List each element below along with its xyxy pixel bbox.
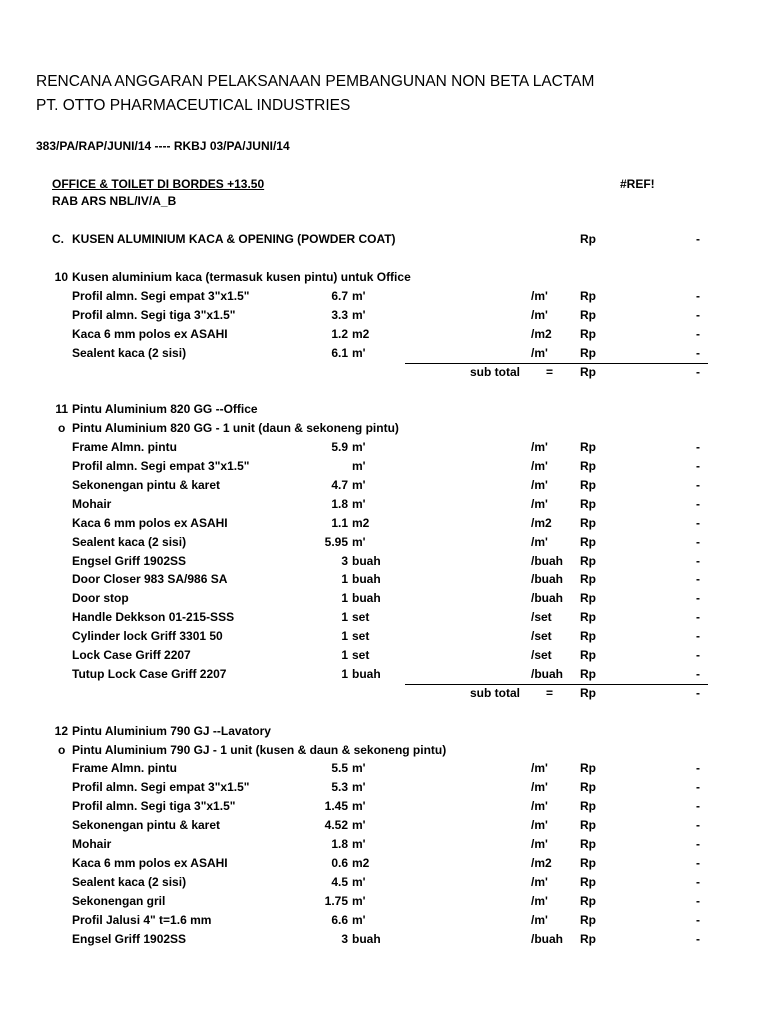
item-amount: - <box>696 855 700 870</box>
item-description: Kaca 6 mm polos ex ASAHI <box>72 515 228 530</box>
subtotal-label: sub total <box>470 685 520 700</box>
item-currency: Rp <box>580 874 596 889</box>
subtotal-currency: Rp <box>580 685 596 700</box>
item-per-unit: /m' <box>531 459 548 473</box>
item-per-unit: /buah <box>531 572 563 587</box>
item-amount: - <box>696 761 700 776</box>
item-per-unit: /m' <box>531 496 548 511</box>
item-amount: - <box>696 326 700 341</box>
item-description: Sekonengan gril <box>72 893 166 908</box>
item-amount: - <box>696 515 700 530</box>
group-header-row <box>0 402 768 421</box>
item-description: Kaca 6 mm polos ex ASAHI <box>72 855 228 870</box>
item-per-unit: /m' <box>531 345 548 360</box>
document-title: RENCANA ANGGARAN PELAKSANAAN PEMBANGUNAN NON BETA LACTAM <box>36 73 595 90</box>
subtotal-row <box>0 365 768 384</box>
table-row <box>0 894 768 913</box>
item-amount: - <box>696 477 700 492</box>
item-quantity: 4.7 <box>331 477 348 492</box>
item-currency: Rp <box>580 326 596 341</box>
item-quantity: 5.3 <box>331 780 348 795</box>
group-title: Pintu Aluminium 790 GJ --Lavatory <box>72 723 271 738</box>
item-amount: - <box>696 874 700 889</box>
item-description: Profil almn. Segi empat 3"x1.5" <box>72 780 250 795</box>
group-header-row <box>0 270 768 289</box>
item-currency: Rp <box>580 440 596 455</box>
table-row <box>0 913 768 932</box>
item-currency: Rp <box>580 912 596 927</box>
subtotal-amount: - <box>696 364 700 379</box>
table-row <box>0 780 768 799</box>
item-unit: m2 <box>352 855 370 870</box>
item-quantity: 1.8 <box>331 837 348 851</box>
table-row <box>0 289 768 308</box>
item-description: Tutup Lock Case Griff 2207 <box>72 666 227 681</box>
item-per-unit: /m' <box>531 874 548 889</box>
item-currency: Rp <box>580 459 596 473</box>
item-per-unit: /buah <box>531 553 563 568</box>
item-amount: - <box>696 629 700 644</box>
item-description: Profil almn. Segi tiga 3"x1.5" <box>72 799 236 814</box>
item-description: Frame Almn. pintu <box>72 440 177 455</box>
group-number: 10 <box>54 270 68 284</box>
bullet-marker: o <box>58 421 66 436</box>
item-quantity: 5.5 <box>331 761 348 776</box>
item-quantity: 3.3 <box>331 307 348 322</box>
table-row <box>0 875 768 894</box>
subtotal-currency: Rp <box>580 364 596 379</box>
item-description: Sealent kaca (2 sisi) <box>72 345 187 360</box>
table-row <box>0 497 768 516</box>
table-row <box>0 308 768 327</box>
item-description: Kaca 6 mm polos ex ASAHI <box>72 326 228 341</box>
section-rp: Rp <box>580 232 596 246</box>
table-row <box>0 629 768 648</box>
item-per-unit: /m2 <box>531 326 552 341</box>
item-quantity: 5.95 <box>324 534 348 549</box>
office-heading: OFFICE & TOILET DI BORDES +13.50 <box>52 177 265 191</box>
item-currency: Rp <box>580 761 596 776</box>
item-description: Cylinder lock Griff 3301 50 <box>72 629 223 644</box>
item-currency: Rp <box>580 515 596 530</box>
section-amount: - <box>696 232 700 246</box>
item-currency: Rp <box>580 610 596 625</box>
table-row <box>0 572 768 591</box>
item-unit: m' <box>352 459 366 473</box>
item-quantity: 4.5 <box>331 874 348 889</box>
item-amount: - <box>696 534 700 549</box>
item-quantity: 1.8 <box>331 496 348 511</box>
item-amount: - <box>696 799 700 814</box>
group-title: Kusen aluminium kaca (termasuk kusen pintu) untuk Office <box>72 270 411 284</box>
subtotal-equals: = <box>546 364 554 379</box>
table-row <box>0 648 768 667</box>
subtotal-label: sub total <box>470 364 520 379</box>
item-per-unit: /set <box>531 629 552 644</box>
item-per-unit: /m' <box>531 912 548 927</box>
item-per-unit: /m' <box>531 893 548 908</box>
ref-error-cell: #REF! <box>620 177 655 191</box>
item-per-unit: /m2 <box>531 855 552 870</box>
item-per-unit: /buah <box>531 931 563 946</box>
item-unit: m' <box>352 345 366 360</box>
table-row <box>0 535 768 554</box>
item-amount: - <box>696 648 700 662</box>
item-per-unit: /m' <box>531 761 548 776</box>
item-quantity: 1.1 <box>331 515 348 530</box>
table-row <box>0 440 768 459</box>
bullet-marker: o <box>58 742 66 757</box>
item-unit: buah <box>352 572 381 587</box>
item-per-unit: /buah <box>531 666 563 681</box>
item-currency: Rp <box>580 288 596 303</box>
section-letter: C. <box>52 232 64 246</box>
item-currency: Rp <box>580 799 596 814</box>
subtotal-row <box>0 686 768 705</box>
item-description: Engsel Griff 1902SS <box>72 553 187 568</box>
item-currency: Rp <box>580 591 596 606</box>
item-quantity: 4.52 <box>324 818 348 833</box>
subtotal-amount: - <box>696 685 700 700</box>
item-description: Door Closer 983 SA/986 SA <box>72 572 228 587</box>
item-amount: - <box>696 345 700 360</box>
item-per-unit: /buah <box>531 591 563 606</box>
group-subheader-row <box>0 421 768 440</box>
item-currency: Rp <box>580 553 596 568</box>
item-amount: - <box>696 912 700 927</box>
section-row <box>0 232 768 251</box>
section-title: KUSEN ALUMINIUM KACA & OPENING (POWDER COAT) <box>72 232 396 246</box>
item-quantity: 1.45 <box>324 799 348 814</box>
item-quantity: 1 <box>341 629 348 644</box>
table-row <box>0 610 768 629</box>
item-description: Profil almn. Segi tiga 3"x1.5" <box>72 307 236 322</box>
item-description: Profil almn. Segi empat 3"x1.5" <box>72 459 250 473</box>
item-description: Profil Jalusi 4" t=1.6 mm <box>72 912 212 927</box>
table-row <box>0 837 768 856</box>
item-unit: set <box>352 648 370 662</box>
item-amount: - <box>696 307 700 322</box>
group-subheader-row <box>0 743 768 762</box>
item-quantity: 3 <box>341 931 348 946</box>
item-quantity: 0.6 <box>331 855 348 870</box>
item-per-unit: /m' <box>531 818 548 833</box>
item-description: Mohair <box>72 837 112 851</box>
item-unit: m' <box>352 307 366 322</box>
item-currency: Rp <box>580 648 596 662</box>
item-quantity: 1 <box>341 572 348 587</box>
item-quantity: 6.6 <box>331 912 348 927</box>
item-quantity: 6.1 <box>331 345 348 360</box>
item-description: Sekonengan pintu & karet <box>72 477 221 492</box>
item-unit: m' <box>352 780 366 795</box>
table-row <box>0 799 768 818</box>
item-quantity: 1 <box>341 666 348 681</box>
item-per-unit: /m' <box>531 288 548 303</box>
item-description: Sekonengan pintu & karet <box>72 818 221 833</box>
item-per-unit: /m' <box>531 534 548 549</box>
item-quantity: 1 <box>341 591 348 606</box>
item-unit: m' <box>352 288 366 303</box>
group-header-row <box>0 724 768 743</box>
item-description: Profil almn. Segi empat 3"x1.5" <box>72 288 250 303</box>
group-number: 12 <box>54 723 68 738</box>
item-amount: - <box>696 496 700 511</box>
item-amount: - <box>696 893 700 908</box>
table-row <box>0 932 768 951</box>
item-unit: m' <box>352 912 366 927</box>
item-quantity: 1 <box>341 610 348 625</box>
item-unit: m2 <box>352 326 370 341</box>
company-name: PT. OTTO PHARMACEUTICAL INDUSTRIES <box>36 97 351 114</box>
item-quantity: 1 <box>341 648 348 662</box>
item-currency: Rp <box>580 629 596 644</box>
item-amount: - <box>696 591 700 606</box>
item-unit: m' <box>352 496 366 511</box>
table-row <box>0 856 768 875</box>
item-currency: Rp <box>580 893 596 908</box>
group-number: 11 <box>55 402 68 417</box>
item-quantity: 1.75 <box>324 893 348 908</box>
item-amount: - <box>696 610 700 625</box>
table-row <box>0 818 768 837</box>
item-per-unit: /m' <box>531 837 548 851</box>
item-per-unit: /m' <box>531 780 548 795</box>
item-quantity: 3 <box>341 553 348 568</box>
item-amount: - <box>696 837 700 851</box>
item-description: Mohair <box>72 496 112 511</box>
subtotal-divider <box>405 684 708 685</box>
item-currency: Rp <box>580 837 596 851</box>
item-unit: set <box>352 629 370 644</box>
item-currency: Rp <box>580 345 596 360</box>
item-unit: m' <box>352 534 366 549</box>
item-description: Engsel Griff 1902SS <box>72 931 187 946</box>
item-description: Frame Almn. pintu <box>72 761 177 776</box>
item-quantity: 6.7 <box>331 288 348 303</box>
item-per-unit: /set <box>531 610 552 625</box>
item-currency: Rp <box>580 534 596 549</box>
item-per-unit: /m' <box>531 440 548 455</box>
item-unit: buah <box>352 666 381 681</box>
item-per-unit: /m2 <box>531 515 552 530</box>
group-title: Pintu Aluminium 820 GG --Office <box>72 402 258 417</box>
item-unit: set <box>352 610 370 625</box>
item-per-unit: /m' <box>531 307 548 322</box>
group-subtitle: Pintu Aluminium 790 GJ - 1 unit (kusen & daun & sekoneng pintu) <box>72 742 447 757</box>
subtotal-divider <box>405 363 708 364</box>
item-currency: Rp <box>580 477 596 492</box>
subtotal-equals: = <box>546 685 554 700</box>
item-unit: m' <box>352 837 366 851</box>
item-description: Sealent kaca (2 sisi) <box>72 534 187 549</box>
item-unit: m' <box>352 874 366 889</box>
item-unit: m' <box>352 893 366 908</box>
table-row <box>0 761 768 780</box>
table-row <box>0 459 768 478</box>
item-currency: Rp <box>580 855 596 870</box>
item-unit: m' <box>352 818 366 833</box>
item-amount: - <box>696 288 700 303</box>
table-row <box>0 327 768 346</box>
item-per-unit: /m' <box>531 799 548 814</box>
table-row <box>0 554 768 573</box>
item-description: Handle Dekkson 01-215-SSS <box>72 610 235 625</box>
table-row <box>0 478 768 497</box>
item-currency: Rp <box>580 931 596 946</box>
item-description: Door stop <box>72 591 129 606</box>
item-description: Sealent kaca (2 sisi) <box>72 874 187 889</box>
item-currency: Rp <box>580 496 596 511</box>
item-unit: m' <box>352 761 366 776</box>
item-unit: m' <box>352 477 366 492</box>
rab-code: RAB ARS NBL/IV/A_B <box>52 194 177 208</box>
item-amount: - <box>696 666 700 681</box>
item-amount: - <box>696 572 700 587</box>
item-amount: - <box>696 931 700 946</box>
item-quantity: 5.9 <box>331 440 348 455</box>
item-unit: buah <box>352 591 381 606</box>
item-unit: buah <box>352 931 381 946</box>
item-unit: buah <box>352 553 381 568</box>
item-currency: Rp <box>580 307 596 322</box>
table-row <box>0 591 768 610</box>
item-unit: m' <box>352 799 366 814</box>
item-amount: - <box>696 459 700 473</box>
item-per-unit: /set <box>531 648 552 662</box>
item-amount: - <box>696 553 700 568</box>
item-currency: Rp <box>580 572 596 587</box>
item-currency: Rp <box>580 666 596 681</box>
item-currency: Rp <box>580 780 596 795</box>
item-amount: - <box>696 818 700 833</box>
item-per-unit: /m' <box>531 477 548 492</box>
item-description: Lock Case Griff 2207 <box>72 648 191 662</box>
group-subtitle: Pintu Aluminium 820 GG - 1 unit (daun & sekoneng pintu) <box>72 421 399 436</box>
item-unit: m2 <box>352 515 370 530</box>
document-reference: 383/PA/RAP/JUNI/14 ---- RKBJ 03/PA/JUNI/14 <box>36 139 290 153</box>
table-row <box>0 516 768 535</box>
item-unit: m' <box>352 440 366 455</box>
item-amount: - <box>696 780 700 795</box>
item-amount: - <box>696 440 700 455</box>
item-currency: Rp <box>580 818 596 833</box>
item-quantity: 1.2 <box>331 326 348 341</box>
